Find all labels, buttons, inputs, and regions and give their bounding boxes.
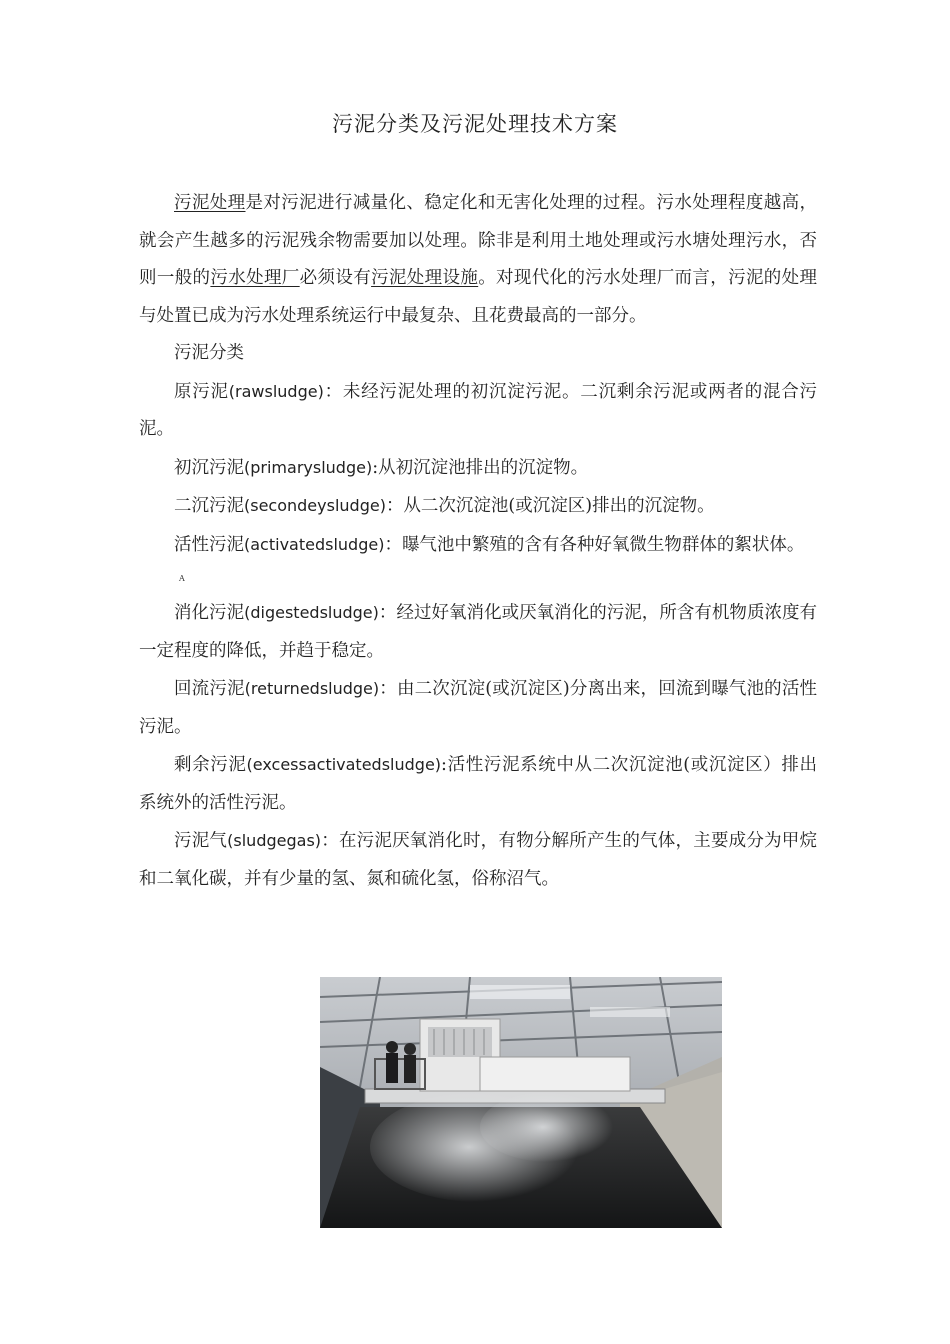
separator: : [372,457,379,478]
term-en: (primarysludge) [244,457,373,477]
term: 回流污泥 [174,679,245,699]
list-item [139,822,817,898]
list-item [139,487,817,526]
definition: 在污泥厌氧消化时，有物分解所产生的气体，主要成分为甲烷和二氧化碳，并有少量的氢、氮和硫化氢，俗称沼气。 [139,831,818,889]
stray-mark: A [179,574,185,583]
term: 初沉污泥 [174,457,244,478]
list-item [139,594,817,670]
intro-text-3: 。对现代化的污水处理厂而言，污泥的处理与处置已成为污水处理系统运行中最复杂、且花费最高的一部分。 [139,268,818,326]
intro-paragraph [139,185,817,335]
link-sludge-treatment[interactable]: 污泥处理 [174,193,246,213]
separator: ： [323,381,343,402]
document-body [139,185,817,898]
link-sludge-facility[interactable]: 污泥处理设施 [371,268,479,288]
separator: ： [384,534,402,555]
section-heading: 污泥分类 [174,343,244,363]
definition: 曝气池中繁殖的含有各种好氧微生物群体的絮状体。 [401,534,805,555]
definition: 未经污泥处理的初沉淀污泥。二沉剩余污泥或两者的混合污泥。 [139,381,817,439]
separator: ： [379,679,397,699]
definition: 经过好氧消化或厌氧消化的污泥，所含有机物质浓度有一定程度的降低，并趋于稳定。 [139,603,818,661]
separator: ： [378,603,397,623]
intro-text-1: 是对污泥进行减量化、稳定化和无害化处理的过程。污水处理程度越高，就会产生越多的污泥残余物需要加以处理。除非是利用土地处理或污水塘处理污水，否则一般的 [139,193,818,288]
link-wastewater-plant[interactable]: 污水处理厂 [210,268,300,288]
list-item [139,449,817,488]
photo-illustration [320,977,722,1228]
term-en: (secondeysludge) [244,496,386,515]
term: 消化污泥 [174,603,245,623]
list-item [139,373,817,449]
list-item [139,670,817,746]
definition: 从初沉淀池排出的沉淀物。 [378,457,589,478]
list-item [139,526,817,565]
term-en: (digestedsludge) [244,603,379,622]
term-en: (activatedsludge) [244,534,385,554]
definition: 从二次沉淀池(或沉淀区)排出的沉淀物。 [403,496,715,516]
term: 原污泥 [174,381,229,402]
term-en: (sludgegas) [227,831,322,850]
intro-text-2: 必须设有 [299,268,372,288]
separator: ： [385,496,404,516]
term: 剩余污泥 [174,755,247,775]
separator: : [441,755,447,775]
list-item [139,746,817,822]
term-en: (excessactivatedsludge) [246,755,442,774]
term-en: (rawsludge) [228,381,324,401]
term: 活性污泥 [174,534,244,555]
separator: ： [321,831,339,851]
term-en: (returnedsludge) [244,679,380,698]
definition: 活性污泥系统中从二次沉淀池(或沉淀区）排出系统外的活性污泥。 [139,755,818,813]
document-title: 污泥分类及污泥处理技术方案 [332,112,618,136]
sludge-treatment-photo [320,977,722,1228]
definition: 由二次沉淀(或沉淀区)分离出来，回流到曝气池的活性污泥。 [139,679,818,737]
term: 二沉污泥 [174,496,244,516]
term: 污泥气 [174,831,228,851]
